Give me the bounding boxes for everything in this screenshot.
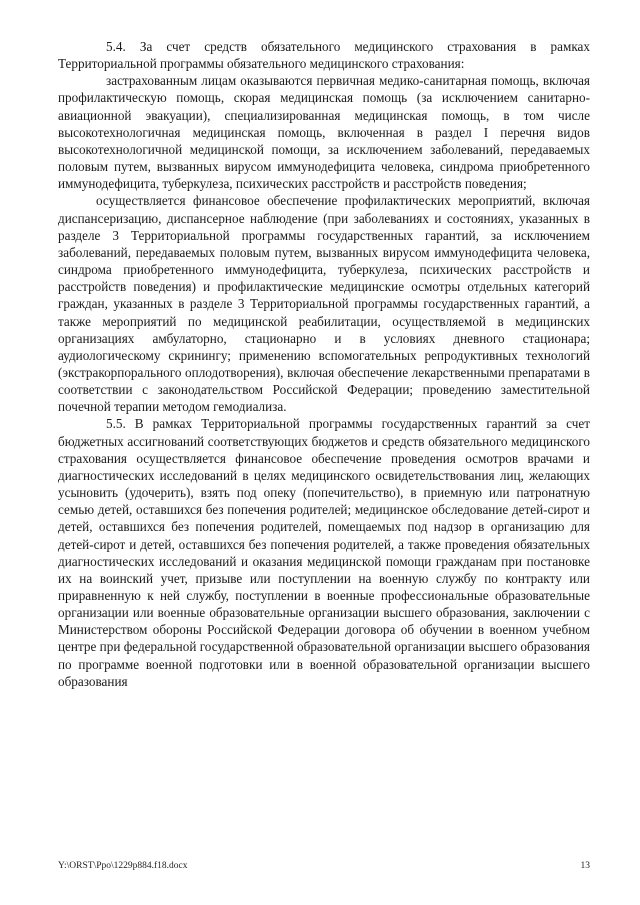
- paragraph-5-5: 5.5. В рамках Территориальной программы государственных гарантий за счет бюджетных ассигнований соответствующих бюджетов и средств обязательного медицинского страхования осуществляется финансовое обеспечение проведения осмотров врачами и диагностических исследований в целях медицинского освидетельствования лиц, желающих усыновить (удочерить), взять под опеку (попечительство), в приемную или патронатную семью детей, оставшихся без попечения родителей; медицинское обследование детей-сирот и детей, оставшихся без попечения родителей, помещаемых под надзор в организацию для детей-сирот и детей, оставшихся без попечения родителей, а также проведения обязательных диагностических исследований и оказания медицинской помощи гражданам при постановке их на воинский учет, призыве или поступлении на военную службу по контракту или приравненную к ней службу, поступлении в военные профессиональные образовательные организации или военные образовательные организации высшего образования, заключении с Министерством обороны Российской Федерации договора об обучении в военном учебном центре при федеральной государственной образовательной организации высшего образования по программе военной подготовки или в военной образовательной организации высшего образования: [58, 416, 590, 689]
- page-number: 13: [580, 861, 590, 871]
- document-page: [58, 38, 590, 690]
- paragraph-insured-persons: застрахованным лицам оказываются первичная медико-санитарная помощь, включая профилактическую помощь, скорая медицинская помощь (за исключением санитарно-авиационной эвакуации), специализированная медицинская помощь, в том числе высокотехнологичная медицинская помощь, включенная в раздел I перечня видов высокотехнологичной медицинской помощи, за исключением заболеваний, передаваемых половым путем, вызванных вирусом иммунодефицита человека, синдрома приобретенного иммунодефицита, туберкулеза, психических расстройств и расстройств поведения;: [58, 73, 590, 192]
- file-path: Y:\ORST\Ppo\1229p884.f18.docx: [58, 861, 188, 871]
- page-footer: [58, 860, 590, 872]
- paragraph-financial-support: осуществляется финансовое обеспечение профилактических мероприятий, включая диспансеризацию, диспансерное наблюдение (при заболеваниях и состояниях, указанных в разделе 3 Территориальной программы государственных гарантий, за исключением заболеваний, передаваемых половым путем, вызванных вирусом иммунодефицита человека, синдрома приобретенного иммунодефицита, туберкулеза, психических расстройств и расстройств поведения) и профилактические медицинские осмотры отдельных категорий граждан, указанных в разделе 3 Территориальной программы государственных гарантий, а также мероприятий по медицинской реабилитации, осуществляемой в медицинских организациях амбулаторно, стационарно и в условиях дневного стационара; аудиологическому скринингу; применению вспомогательных репродуктивных технологий (экстракорпорального оплодотворения), включая обеспечение лекарственными препаратами в соответствии с законодательством Российской Федерации; проведению заместительной почечной терапии методом гемодиализа.: [58, 193, 590, 415]
- paragraph-5-4: 5.4. За счет средств обязательного медицинского страхования в рамках Территориальной программы обязательного медицинского страхования:: [58, 39, 590, 72]
